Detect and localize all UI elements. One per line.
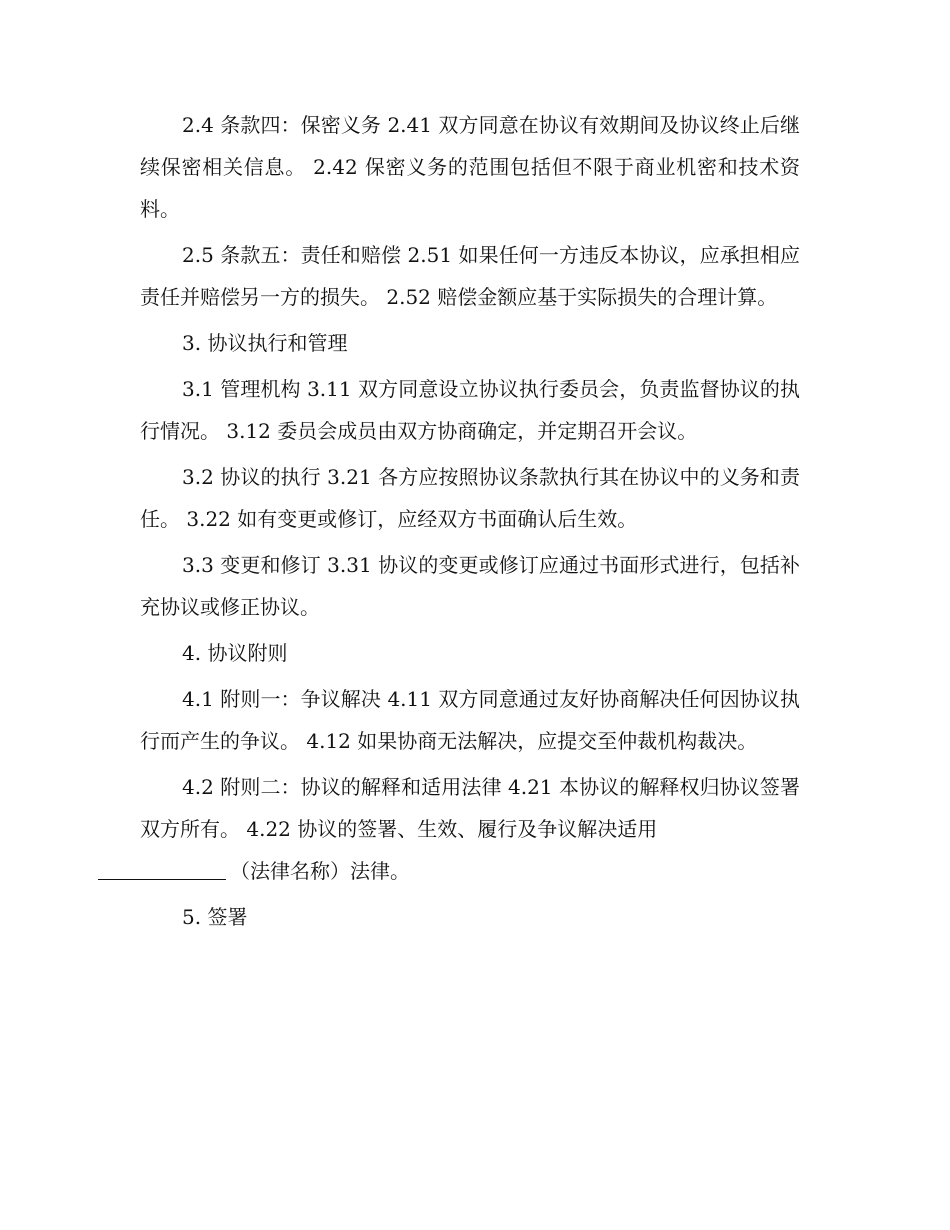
- section-4-heading: 4. 协议附则: [182, 641, 288, 665]
- section-5-heading: 5. 签署: [182, 905, 248, 929]
- clause-3-3-paragraph: 3.3 变更和修订 3.31 协议的变更或修订应通过书面形式进行，包括补充协议或修正协议。: [140, 553, 800, 619]
- clause-3-1-paragraph: 3.1 管理机构 3.11 双方同意设立协议执行委员会，负责监督协议的执行情况。 3.12 委员会成员由双方协商确定，并定期召开会议。: [140, 377, 800, 443]
- law-name-suffix: （法律名称）法律。: [230, 859, 410, 883]
- clause-4-2-paragraph: [140, 766, 800, 892]
- clause-2-4-paragraph: 2.4 条款四：保密义务 2.41 双方同意在协议有效期间及协议终止后继续保密相关信息。 2.42 保密义务的范围包括但不限于商业机密和技术资料。: [140, 113, 800, 221]
- section-3-heading: 3. 协议执行和管理: [182, 331, 348, 355]
- clause-3-2-paragraph: 3.2 协议的执行 3.21 各方应按照协议条款执行其在协议中的义务和责任。 3.22 如有变更或修订，应经双方书面确认后生效。: [140, 465, 800, 531]
- clause-4-1-paragraph: 4.1 附则一：争议解决 4.11 双方同意通过友好协商解决任何因协议执行而产生的争议。 4.12 如果协商无法解决，应提交至仲裁机构裁决。: [140, 687, 800, 753]
- document-page: [140, 104, 800, 942]
- clause-2-5-paragraph: 2.5 条款五：责任和赔偿 2.51 如果任何一方违反本协议，应承担相应责任并赔偿另一方的损失。 2.52 赔偿金额应基于实际损失的合理计算。: [140, 243, 800, 309]
- law-name-blank: [98, 857, 226, 880]
- clause-4-2-text: 4.2 附则二：协议的解释和适用法律 4.21 本协议的解释权归协议签署双方所有。 4.22 协议的签署、生效、履行及争议解决适用: [140, 775, 800, 841]
